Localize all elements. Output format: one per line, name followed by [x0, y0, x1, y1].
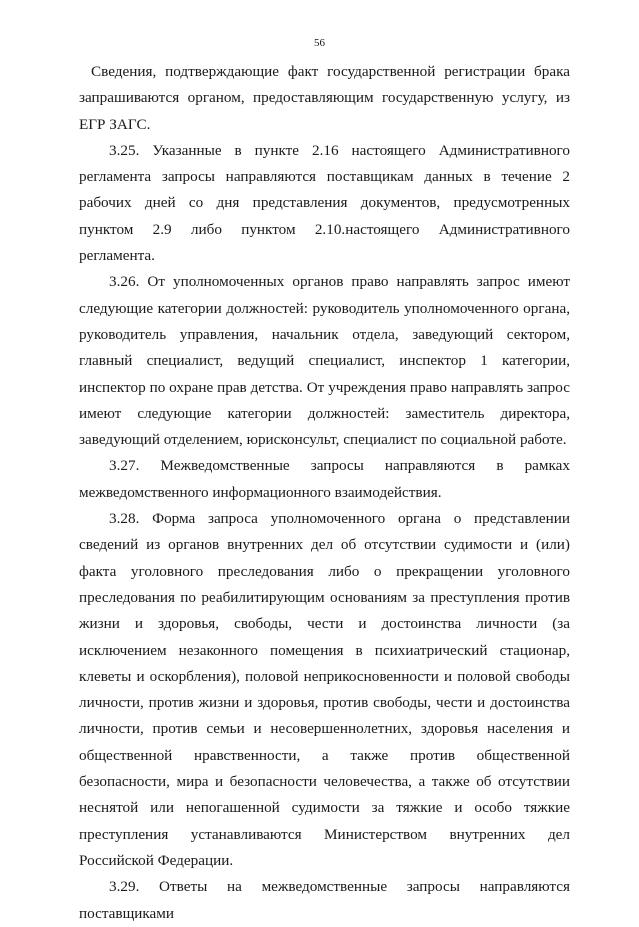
- paragraph-3-27: 3.27. Межведомственные запросы направляются в рамках межведомственного информационного взаимодействия.: [79, 457, 570, 501]
- paragraph-3-26: 3.26. От уполномоченных органов право направлять запрос имеют следующие категории должностей: руководитель уполномоченного органа, руководитель управления, начальник отдела, заведующий сектором, главный специалист, ведущий специалист, инспектор 1 категории, инспектор по охране прав детства. От учреждения право направлять запрос имеют следующие категории должностей: заместитель директора, заведующий отделением, юрисконсульт, специалист по социальной работе.: [79, 273, 570, 449]
- paragraph-3-28: 3.28. Форма запроса уполномоченного органа о представлении сведений из органов внутренних дел об отсутствии судимости и (или) факта уголовного преследования либо о прекращении уголовного преследования по реабилитирующим основаниям за преступления против жизни и здоровья, свободы, чести и достоинства личности (за исключением незаконного помещения в психиатрический стационар, клеветы и оскорбления), половой неприкосновенности и половой свободы личности, против жизни и здоровья, против свободы, чести и достоинства личности, против семьи и несовершеннолетних, здоровья населения и общественной нравственности, а также против общественной безопасности, мира и безопасности человечества, а также об отсутствии неснятой или непогашенной судимости за тяжкие и особо тяжкие преступления устанавливаются Министерством внутренних дел Российской Федерации.: [79, 510, 570, 869]
- paragraph-3-29: 3.29. Ответы на межведомственные запросы направляются поставщиками: [79, 878, 570, 922]
- document-body: [79, 59, 570, 927]
- paragraph-3-25: 3.25. Указанные в пункте 2.16 настоящего Административного регламента запросы направляются поставщикам данных в течение 2 рабочих дней со дня представления документов, предусмотренных пунктом 2.9 либо пунктом 2.10.настоящего Административного регламента.: [79, 141, 570, 265]
- page-number: 56: [314, 37, 325, 49]
- paragraph-marriage-registration: Сведения, подтверждающие факт государственной регистрации брака запрашиваются органом, предоставляющим государственную услугу, из ЕГР ЗАГС.: [79, 63, 570, 133]
